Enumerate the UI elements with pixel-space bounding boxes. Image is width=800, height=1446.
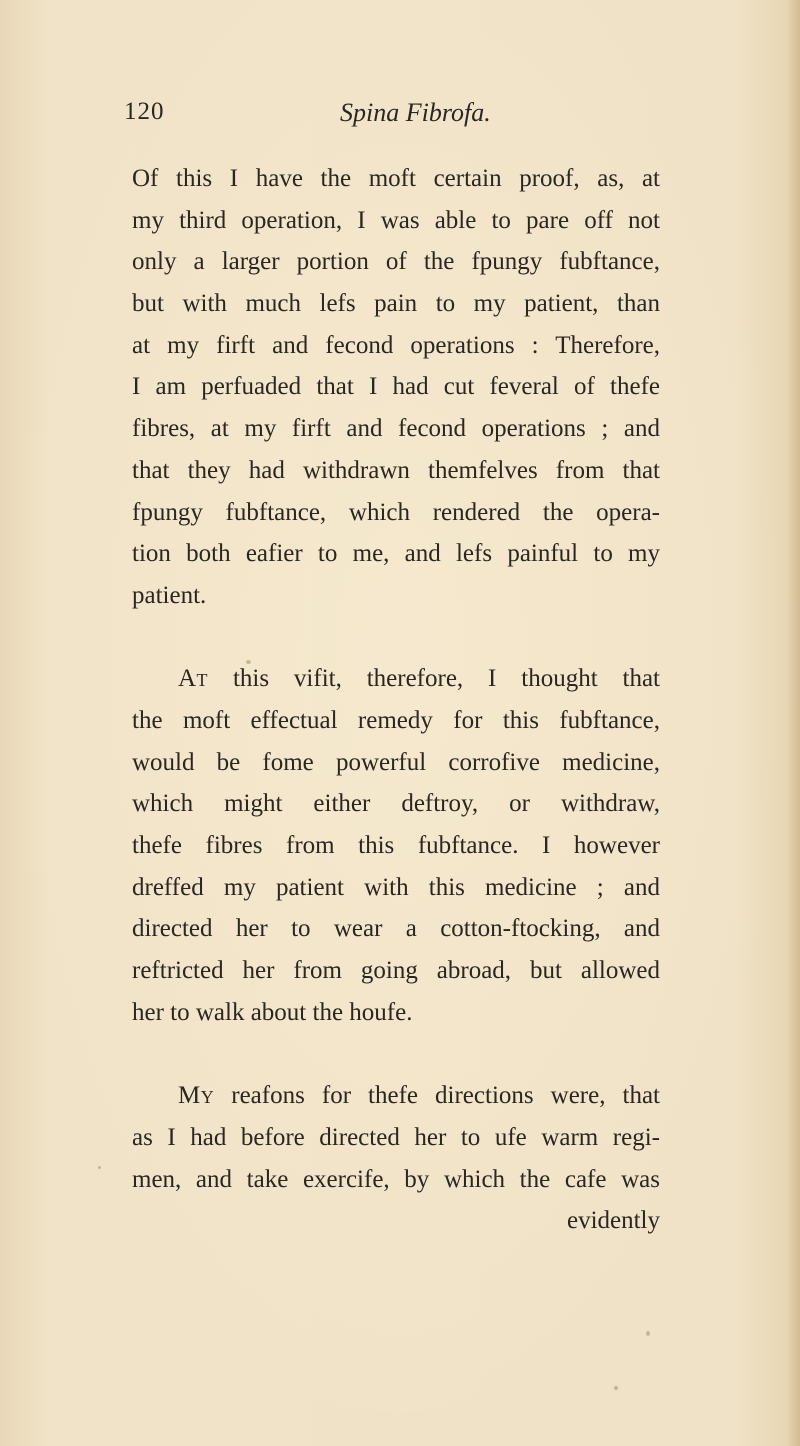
paragraph-gap <box>132 617 660 659</box>
text-line: I am perfuaded that I had cut feveral of thefe <box>132 373 660 401</box>
text-line: fibres, at my firft and fecond operations ; and <box>132 415 660 443</box>
paragraph-gap <box>132 1033 660 1075</box>
text-line-first <box>132 658 660 700</box>
text-line: men, and take exercife, by which the cafe was <box>132 1165 660 1193</box>
text-line: that they had withdrawn themfelves from that <box>132 456 660 484</box>
body-text <box>132 158 660 1242</box>
paragraph-3 <box>132 1075 660 1242</box>
text-line: fpungy fubftance, which rendered the opera- <box>132 498 660 526</box>
paragraph-lead-word: At <box>178 665 209 693</box>
text-line: directed her to wear a cotton-ftocking, and <box>132 915 660 943</box>
catchword: evidently <box>566 1207 660 1235</box>
paper-foxing-spot <box>614 1386 618 1390</box>
text-line: patient. <box>132 581 207 609</box>
running-title: Spina Fibrofa. <box>340 98 491 127</box>
text-line: the moft effectual remedy for this fubftance, <box>132 706 660 734</box>
text-line: my third operation, I was able to pare off not <box>132 206 660 234</box>
paper-foxing-spot <box>646 1331 650 1336</box>
text-line: at my firft and fecond operations : Therefore, <box>132 331 660 359</box>
text-line: reftricted her from going abroad, but allowed <box>132 957 660 985</box>
page-number: 120 <box>124 98 165 125</box>
paper-foxing-spot <box>246 660 251 664</box>
text-line: Of this I have the moft certain proof, as, at <box>132 165 660 192</box>
text-line: dreffed my patient with this medicine ; and <box>132 873 660 901</box>
text-line: as I had before directed her to ufe warm regi- <box>132 1123 660 1151</box>
paper-foxing-spot <box>98 1166 101 1169</box>
paragraph-lead-word: My <box>178 1082 215 1110</box>
text-line: only a larger portion of the fpungy fubftance, <box>132 248 660 276</box>
text-line: which might either deftroy, or withdraw, <box>132 790 660 818</box>
text-line-first <box>132 1075 660 1117</box>
text-line: would be fome powerful corrofive medicine, <box>132 748 660 776</box>
text-line: but with much lefs pain to my patient, than <box>132 290 660 318</box>
text-line-rest: this vifit, therefore, I thought that <box>232 665 660 693</box>
paragraph-2 <box>132 658 660 1033</box>
page-edge-shadow <box>786 0 800 1446</box>
running-head <box>124 98 684 138</box>
text-line: tion both eafier to me, and lefs painful to my <box>132 540 660 568</box>
text-line: thefe fibres from this fubftance. I however <box>132 832 660 859</box>
paragraph-1 <box>132 158 660 617</box>
text-line: her to walk about the houfe. <box>132 998 413 1026</box>
text-line-rest: reafons for thefe directions were, that <box>231 1082 660 1110</box>
